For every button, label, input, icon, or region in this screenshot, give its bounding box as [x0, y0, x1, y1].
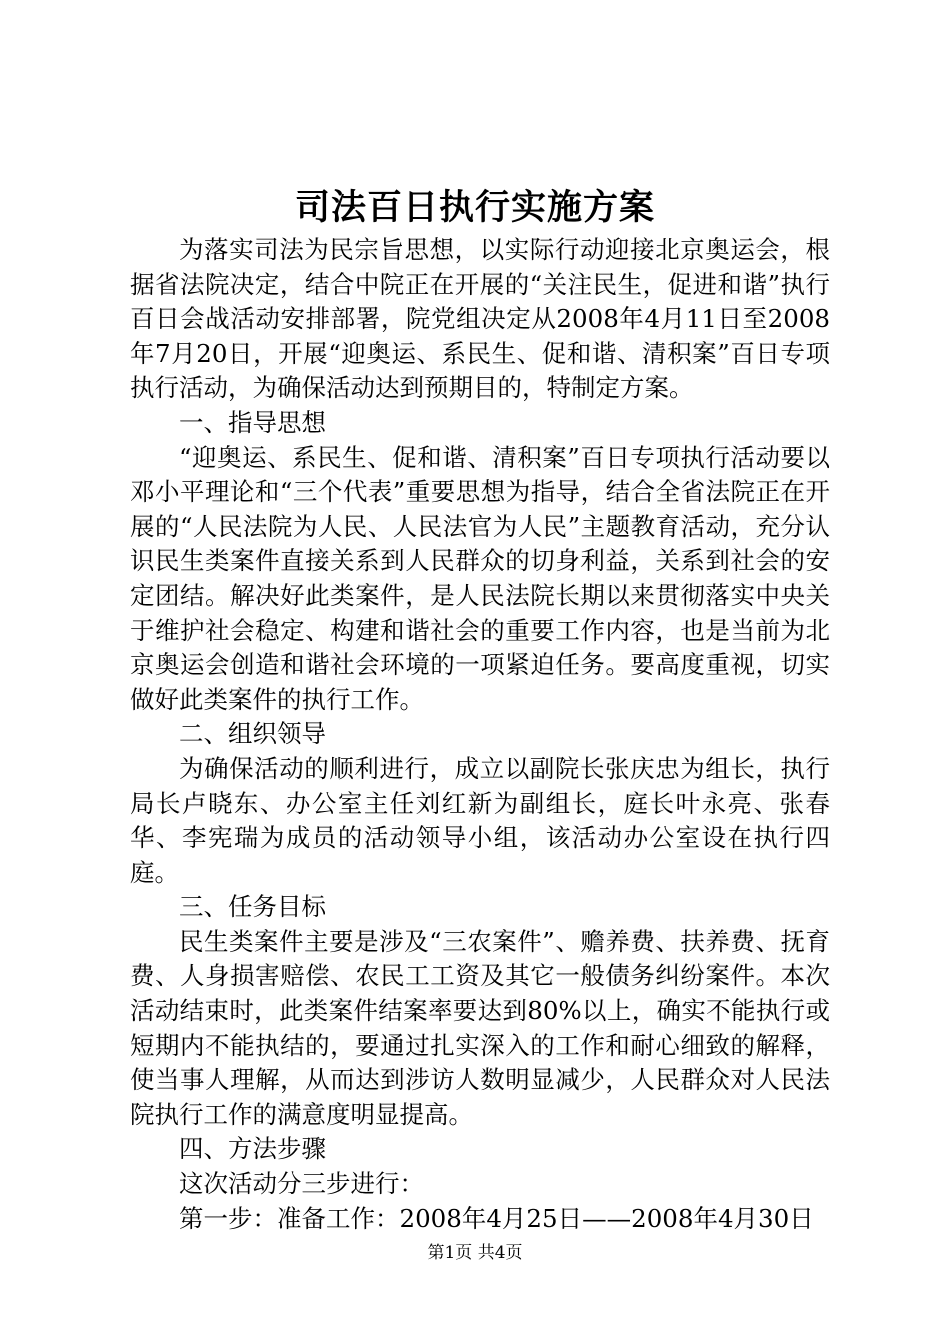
step-one-paragraph: 第一步：准备工作：2008年4月25日——2008年4月30日 [179, 1203, 814, 1233]
task-goals-paragraph: 民生类案件主要是涉及“三农案件”、赡养费、扶养费、抚育费、人身损害赔偿、农民工工资及其它一般债务纠纷案件。本次活动结束时，此类案件结案率要达到80%以上，确实不能执行或短期内不能执结的，要通过扎实深入的工作和耐心细致的解释，使当事人理解，从而达到涉访人数明显减少，人民群众对人民法院执行工作的满意度明显提高。 [130, 926, 830, 1129]
section-heading-guiding-ideology: 一、指导思想 [179, 407, 326, 437]
section-heading-task-goals: 三、任务目标 [179, 892, 326, 922]
document-body [130, 233, 830, 1236]
intro-paragraph: 为落实司法为民宗旨思想，以实际行动迎接北京奥运会，根据省法院决定，结合中院正在开展的“关注民生，促进和谐”执行百日会战活动安排部署，院党组决定从2008年4月11日至2008年7月20日，开展“迎奥运、系民生、促和谐、清积案”百日专项执行活动，为确保活动达到预期目的，特制定方案。 [130, 235, 830, 403]
section-heading-organization: 二、组织领导 [179, 719, 326, 749]
document-title: 司法百日执行实施方案 [294, 187, 655, 228]
method-steps-intro: 这次活动分三步进行： [179, 1169, 424, 1199]
guiding-ideology-paragraph: “迎奥运、系民生、促和谐、清积案”百日专项执行活动要以邓小平理论和“三个代表”重要思想为指导，结合全省法院正在开展的“人民法院为人民、人民法官为人民”主题教育活动，充分认识民生类案件直接关系到人民群众的切身利益，关系到社会的安定团结。解决好此类案件，是人民法院长期以来贯彻落实中央关于维护社会稳定、构建和谐社会的重要工作内容，也是当前为北京奥运会创造和谐社会环境的一项紧迫任务。要高度重视，切实做好此类案件的执行工作。 [130, 442, 830, 714]
page-number-footer: 第1页 共4页 [427, 1243, 523, 1263]
organization-paragraph: 为确保活动的顺利进行，成立以副院长张庆忠为组长，执行局长卢晓东、办公室主任刘红新为副组长，庭长叶永亮、张春华、李宪瑞为成员的活动领导小组，该活动办公室设在执行四庭。 [130, 753, 830, 887]
section-heading-method-steps: 四、方法步骤 [179, 1134, 326, 1164]
